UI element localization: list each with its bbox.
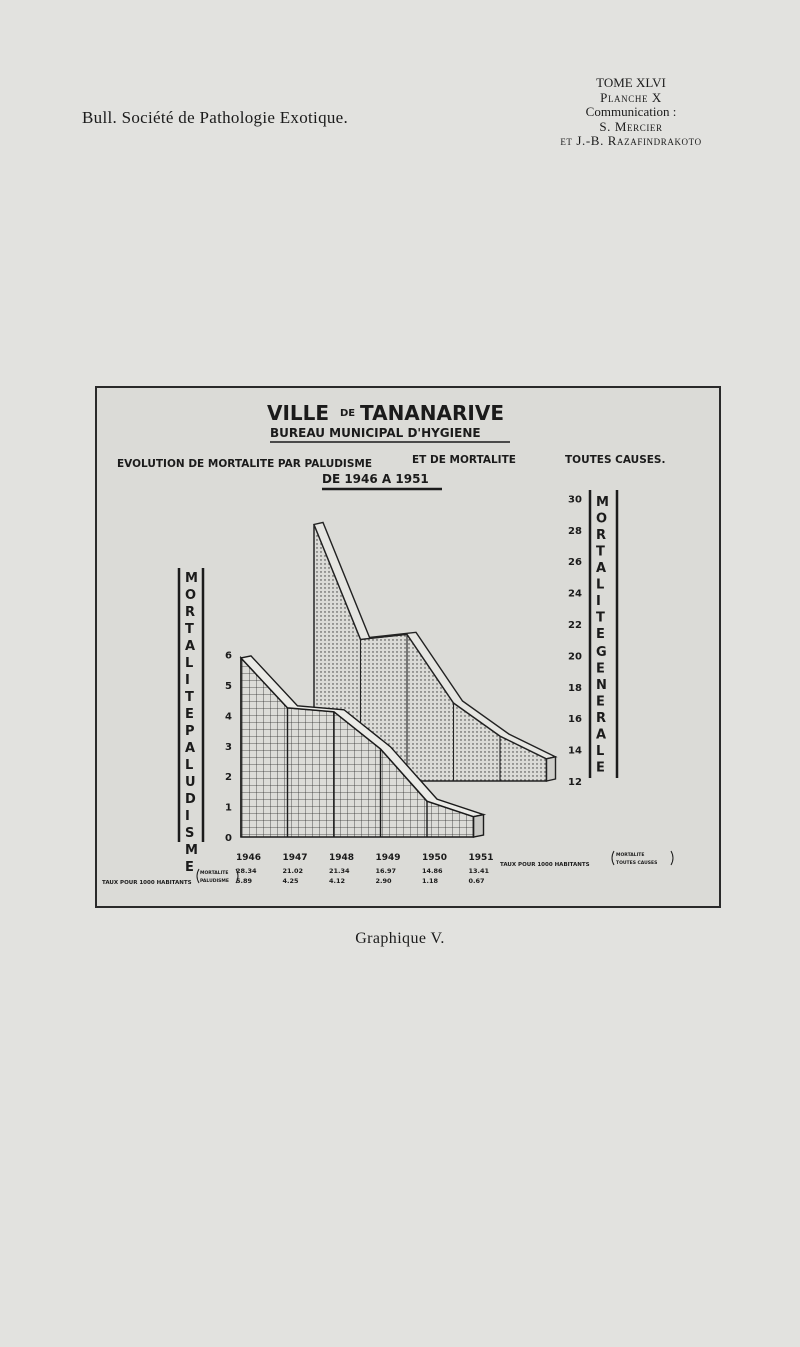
left-axis-label-letter: I xyxy=(185,809,190,824)
left-axis-label-letter: T xyxy=(185,690,194,705)
table-brace-right-close xyxy=(671,851,673,865)
table-brace-left xyxy=(197,869,199,883)
right-axis-label-letter: N xyxy=(596,678,607,693)
left-axis-tick-4: 4 xyxy=(225,711,232,723)
left-axis-label-letter: M xyxy=(185,843,198,858)
table-label-right-brace-2: TOUTES CAUSES xyxy=(616,861,658,866)
right-axis-label-letter: R xyxy=(596,711,607,726)
left-axis-tick-1: 1 xyxy=(225,802,232,814)
title-tananarive: TANANARIVE xyxy=(360,401,504,425)
left-axis-label-letter: L xyxy=(185,656,194,671)
journal-title: Bull. Société de Pathologie Exotique. xyxy=(82,108,349,127)
left-axis-tick-0: 0 xyxy=(225,833,232,844)
figure-caption: Graphique V. xyxy=(355,930,445,947)
right-axis-tick-12: 12 xyxy=(568,777,582,788)
left-axis-label-letter: E xyxy=(185,860,194,875)
right-axis-label-letter: E xyxy=(596,627,605,642)
general-value-1947: 21.02 xyxy=(282,867,304,875)
right-axis-tick-30: 30 xyxy=(568,494,582,506)
malaria-mortality-end-face xyxy=(474,815,484,837)
malaria-value-1950: 1.18 xyxy=(422,877,439,885)
right-axis-label-letter: M xyxy=(596,495,609,510)
table-label-right: TAUX POUR 1000 HABITANTS xyxy=(500,862,590,868)
general-value-1946: 28.34 xyxy=(236,867,257,875)
malaria-value-1951: 0.67 xyxy=(468,877,485,885)
left-axis-label-letter: O xyxy=(185,588,197,603)
left-axis-label-letter: E xyxy=(185,707,194,722)
left-axis-tick-6: 6 xyxy=(225,650,232,662)
table-label-right-brace-1: MORTALITE xyxy=(616,853,645,858)
left-axis-label-letter: D xyxy=(185,792,196,807)
general-value-1951: 13.41 xyxy=(468,867,490,875)
malaria-value-1948: 4.12 xyxy=(329,877,346,885)
subtitle-years: DE 1946 A 1951 xyxy=(322,472,429,486)
subtitle-part-b: ET DE MORTALITE xyxy=(412,454,516,466)
right-axis-label-letter: T xyxy=(596,544,605,560)
right-axis-tick-18: 18 xyxy=(568,682,582,694)
left-axis-label-letter: I xyxy=(185,673,190,688)
general-value-1948: 21.34 xyxy=(329,867,350,875)
right-axis-label-letter: A xyxy=(596,561,607,576)
title-bureau: BUREAU MUNICIPAL D'HYGIENE xyxy=(270,426,481,440)
communication-label: Communication : xyxy=(585,104,677,119)
general-value-1949: 16.97 xyxy=(375,867,397,875)
right-axis-tick-16: 16 xyxy=(568,714,582,726)
right-axis-tick-20: 20 xyxy=(568,651,582,663)
subtitle-part-a: EVOLUTION DE MORTALITE PAR PALUDISME xyxy=(117,458,373,470)
left-axis-label-letter: T xyxy=(185,622,194,637)
left-axis-label-letter: A xyxy=(185,741,196,756)
year-label-1947: 1947 xyxy=(282,853,308,863)
right-axis-label-letter: G xyxy=(596,645,607,660)
author-2: et J.-B. Razafindrakoto xyxy=(560,133,702,148)
left-axis-label-letter: A xyxy=(185,639,196,654)
subtitle-part-c: TOUTES CAUSES. xyxy=(565,454,666,466)
right-axis-label-letter: E xyxy=(596,694,605,710)
right-axis-tick-24: 24 xyxy=(568,588,582,600)
right-axis-label-letter: I xyxy=(596,594,601,609)
left-axis-label-letter: R xyxy=(185,605,196,620)
left-axis-tick-2: 2 xyxy=(225,772,232,784)
left-axis-tick-5: 5 xyxy=(225,681,232,692)
malaria-value-1947: 4.25 xyxy=(282,877,299,885)
right-axis-label-letter: E xyxy=(596,760,605,776)
planche-label: Planche X xyxy=(600,89,662,105)
general-value-1950: 14.86 xyxy=(422,867,443,875)
year-label-1948: 1948 xyxy=(329,853,355,863)
year-label-1951: 1951 xyxy=(468,853,494,863)
right-axis-label-letter: T xyxy=(596,610,605,626)
right-axis-tick-26: 26 xyxy=(568,557,582,569)
right-axis-label-letter: L xyxy=(596,577,605,593)
table-label-left-brace-2: PALUDISME xyxy=(200,879,229,884)
right-axis-label-letter: R xyxy=(596,528,607,543)
left-axis-label-letter: U xyxy=(185,775,196,790)
right-axis-tick-14: 14 xyxy=(568,745,582,757)
malaria-value-1946: 5.89 xyxy=(236,877,253,885)
tome-label: TOME XLVI xyxy=(596,75,666,90)
title-de: DE xyxy=(340,408,356,419)
right-axis-label-letter: O xyxy=(596,511,608,527)
title-ville: VILLE xyxy=(267,401,330,425)
left-axis-label-letter: L xyxy=(185,758,194,773)
right-axis-label-letter: E xyxy=(596,661,605,677)
right-axis-tick-22: 22 xyxy=(568,620,582,631)
right-axis-label-letter: L xyxy=(596,744,605,759)
plate-reference xyxy=(528,76,734,149)
mortality-chart xyxy=(95,386,721,908)
table-label-left: TAUX POUR 1000 HABITANTS xyxy=(102,880,192,886)
table-label-left-brace-1: MORTALITE xyxy=(200,871,229,876)
left-axis-label-letter: S xyxy=(185,826,195,841)
right-axis-tick-28: 28 xyxy=(568,525,582,537)
left-axis-label-letter: P xyxy=(185,724,195,739)
year-label-1949: 1949 xyxy=(375,853,401,863)
right-axis-label-letter: A xyxy=(596,727,607,743)
malaria-value-1949: 2.90 xyxy=(375,877,392,885)
year-label-1946: 1946 xyxy=(236,853,262,863)
general-mortality-end-face xyxy=(547,757,556,781)
author-1: S. Mercier xyxy=(599,118,663,134)
year-label-1950: 1950 xyxy=(422,853,448,863)
left-axis-tick-3: 3 xyxy=(225,741,232,753)
table-brace-right xyxy=(612,851,614,865)
left-axis-label-letter: M xyxy=(185,571,198,586)
